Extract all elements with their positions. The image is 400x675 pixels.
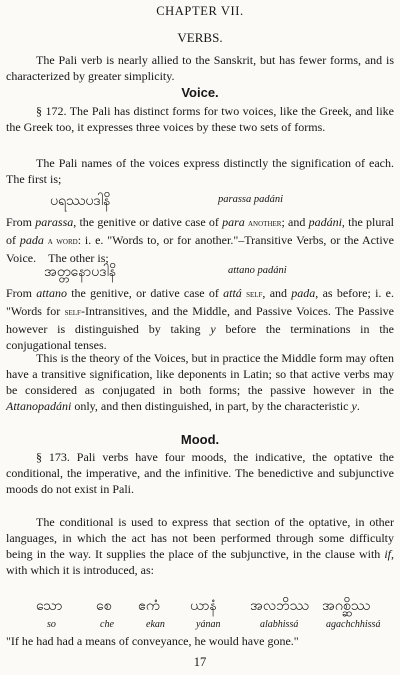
page-number: 17 <box>193 655 207 669</box>
example-burmese-line <box>0 596 400 616</box>
second-voice-term <box>0 262 400 282</box>
example-word: စေ <box>96 598 112 614</box>
section-173-paragraph: § 173. Pali verbs have four moods, the indicative, the optative the conditional, the imperative, and the infinitive. The benedictive and subjunctive moods do not exist in Pali. <box>6 450 394 496</box>
example-gloss: alabhissá <box>260 619 299 630</box>
example-gloss: che <box>100 619 114 630</box>
example-gloss: yánan <box>196 619 221 630</box>
example-gloss: ekan <box>146 619 165 630</box>
voice-heading: Voice. <box>181 85 219 100</box>
example-translation: "If he had had a means of conveyance, he would have gone." <box>6 634 299 648</box>
example-transliteration-line <box>0 619 400 633</box>
section-172-paragraph: § 172. The Pali has distinct forms for two voices, like the Greek, and like the Greek too, it expresses three voices by these two sets of forms. <box>6 104 394 134</box>
burmese-text: အတ္တနောပဒါနိ <box>44 264 117 280</box>
mood-heading: Mood. <box>180 432 220 447</box>
transliteration: parassa padáni <box>218 194 284 205</box>
first-voice-term <box>0 191 400 211</box>
example-word: အလဘိဿ <box>250 598 309 614</box>
example-gloss: so <box>47 619 56 630</box>
example-gloss: agachchhissá <box>326 619 381 630</box>
burmese-text: ပရဿပဒါနိ <box>50 193 111 209</box>
transliteration: attano padáni <box>228 265 287 276</box>
voice-names-intro: The Pali names of the voices express distinctly the signification of each. The first is; <box>6 156 394 186</box>
example-word: ဧကံ <box>138 598 160 614</box>
example-word: အဂစ္ဆိဿ <box>322 598 371 614</box>
example-word: ယာနံ <box>190 598 217 614</box>
second-voice-description: From attano the genitive, or dative case of attá self, and pada, as before; i. e. "Words for self-Intransitives, and the Middle, and Passive Voices. The Passive however is distinguished by taking y before the terminations in the conjugational tenses. <box>6 286 395 352</box>
example-word: သော <box>36 598 63 614</box>
conditional-paragraph: The conditional is used to express that section of the optative, in other languages, in which the act has not been performed through some difficulty being in the way. It supplies the place of the subjunctive, in the clause with if, with which it is introduced, as: <box>6 515 394 577</box>
theory-paragraph: This is the theory of the Voices, but in practice the Middle form may often have a transitive signification, like deponents in Latin; so that active verbs may be considered as conjugated in both forms; the passive however in the Attanopadáni only, and then distinguished, in part, by the characteristic y. <box>6 351 394 413</box>
verbs-heading: VERBS. <box>177 30 223 45</box>
first-voice-description: From parassa, the genitive or dative case of para another; and padáni, the plural of pada a word: i. e. "Words to, or for another."–Transitive Verbs, or the Active Voice. The other is; <box>6 215 395 265</box>
chapter-heading: CHAPTER VII. <box>156 4 244 18</box>
intro-paragraph: The Pali verb is nearly allied to the Sanskrit, but has fewer forms, and is characterized by greater simplicity. <box>6 53 394 83</box>
